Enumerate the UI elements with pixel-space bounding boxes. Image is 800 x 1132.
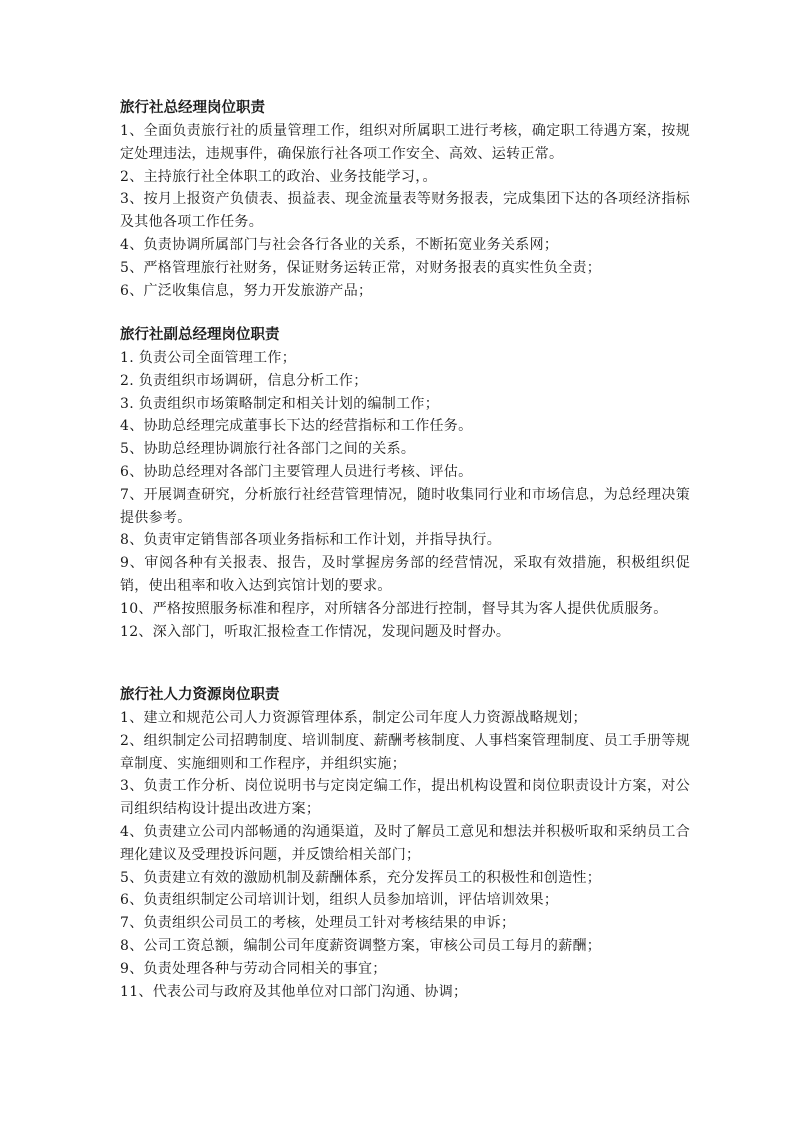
duty-item: 6、负责组织制定公司培训计划，组织人员参加培训，评估培训效果； <box>120 892 559 909</box>
duty-item: 8、公司工资总额，编制公司年度薪资调整方案，审核公司员工每月的薪酬； <box>120 937 602 954</box>
duty-item: 6、协助总经理对各部门主要管理人员进行考核、评估。 <box>120 463 473 480</box>
duty-item: 5、协助总经理协调旅行社各部门之间的关系。 <box>120 441 416 458</box>
duty-item: 7、开展调查研究，分析旅行社经营管理情况，随时收集同行业和市场信息，为总经理决策提供参考。 <box>120 486 690 526</box>
section-human-resources <box>120 683 690 1003</box>
duty-item: 1、建立和规范公司人力资源管理体系，制定公司年度人力资源战略规划； <box>120 710 587 726</box>
duty-item: 1、全面负责旅行社的质量管理工作，组织对所属职工进行考核，确定职工待遇方案，按规定处理违法，违规事件，确保旅行社各项工作安全、高效、运转正常。 <box>120 123 690 162</box>
duty-item: 5、严格管理旅行社财务，保证财务运转正常，对财务报表的真实性负全责； <box>120 259 602 276</box>
duty-item: 8、负责审定销售部各项业务指标和工作计划，并指导执行。 <box>120 532 502 549</box>
duty-item: 3、按月上报资产负债表、损益表、现金流量表等财务报表，完成集团下达的各项经济指标及其他各项工作任务。 <box>120 191 690 231</box>
duty-item: 11、代表公司与政府及其他单位对口部门沟通、协调； <box>120 983 468 1000</box>
section-heading: 旅行社总经理岗位职责 <box>120 99 265 116</box>
duty-item: 4、负责建立公司内部畅通的沟通渠道，及时了解员工意见和想法并积极听取和采纳员工合理化建议及受理投诉问题，并反馈给相关部门； <box>120 823 690 863</box>
duty-item: 2、组织制定公司招聘制度、培训制度、薪酬考核制度、人事档案管理制度、员工手册等规章制度、实施细则和工作程序，并组织实施； <box>120 732 690 772</box>
duty-item: 5、负责建立有效的激励机制及薪酬体系，充分发挥员工的积极性和创造性； <box>120 869 602 886</box>
duty-item: 3、负责工作分析、岗位说明书与定岗定编工作，提出机构设置和岗位职责设计方案，对公司组织结构设计提出改进方案； <box>120 778 690 818</box>
duty-item: 10、严格按照服务标准和程序，对所辖各分部进行控制，督导其为客人提供优质服务。 <box>120 600 668 617</box>
duty-item: 2. 负责组织市场调研，信息分析工作； <box>120 372 368 389</box>
section-deputy-general-manager <box>120 323 690 643</box>
duty-item: 3. 负责组织市场策略制定和相关计划的编制工作； <box>120 395 440 412</box>
section-heading: 旅行社副总经理岗位职责 <box>120 326 280 343</box>
duty-item: 4、负责协调所属部门与社会各行各业的关系，不断拓宽业务关系网； <box>120 236 559 253</box>
duty-item: 7、负责组织公司员工的考核，处理员工针对考核结果的申诉； <box>120 915 516 932</box>
duty-item: 2、主持旅行社全体职工的政治、业务技能学习，。 <box>120 168 437 185</box>
duty-item: 9、审阅各种有关报表、报告，及时掌握房务部的经营情况，采取有效措施，积极组织促销，使出租率和收入达到宾馆计划的要求。 <box>120 555 690 594</box>
section-general-manager <box>120 96 690 302</box>
duty-item: 12、深入部门，听取汇报检查工作情况，发现问题及时督办。 <box>120 623 511 640</box>
duty-item: 6、广泛收集信息，努力开发旅游产品； <box>120 282 373 299</box>
duty-item: 4、协助总经理完成董事长下达的经营指标和工作任务。 <box>120 418 473 435</box>
duty-item: 1. 负责公司全面管理工作； <box>120 350 297 366</box>
section-heading: 旅行社人力资源岗位职责 <box>120 686 280 703</box>
duty-item: 9、负责处理各种与劳动合同相关的事宜； <box>120 960 387 977</box>
